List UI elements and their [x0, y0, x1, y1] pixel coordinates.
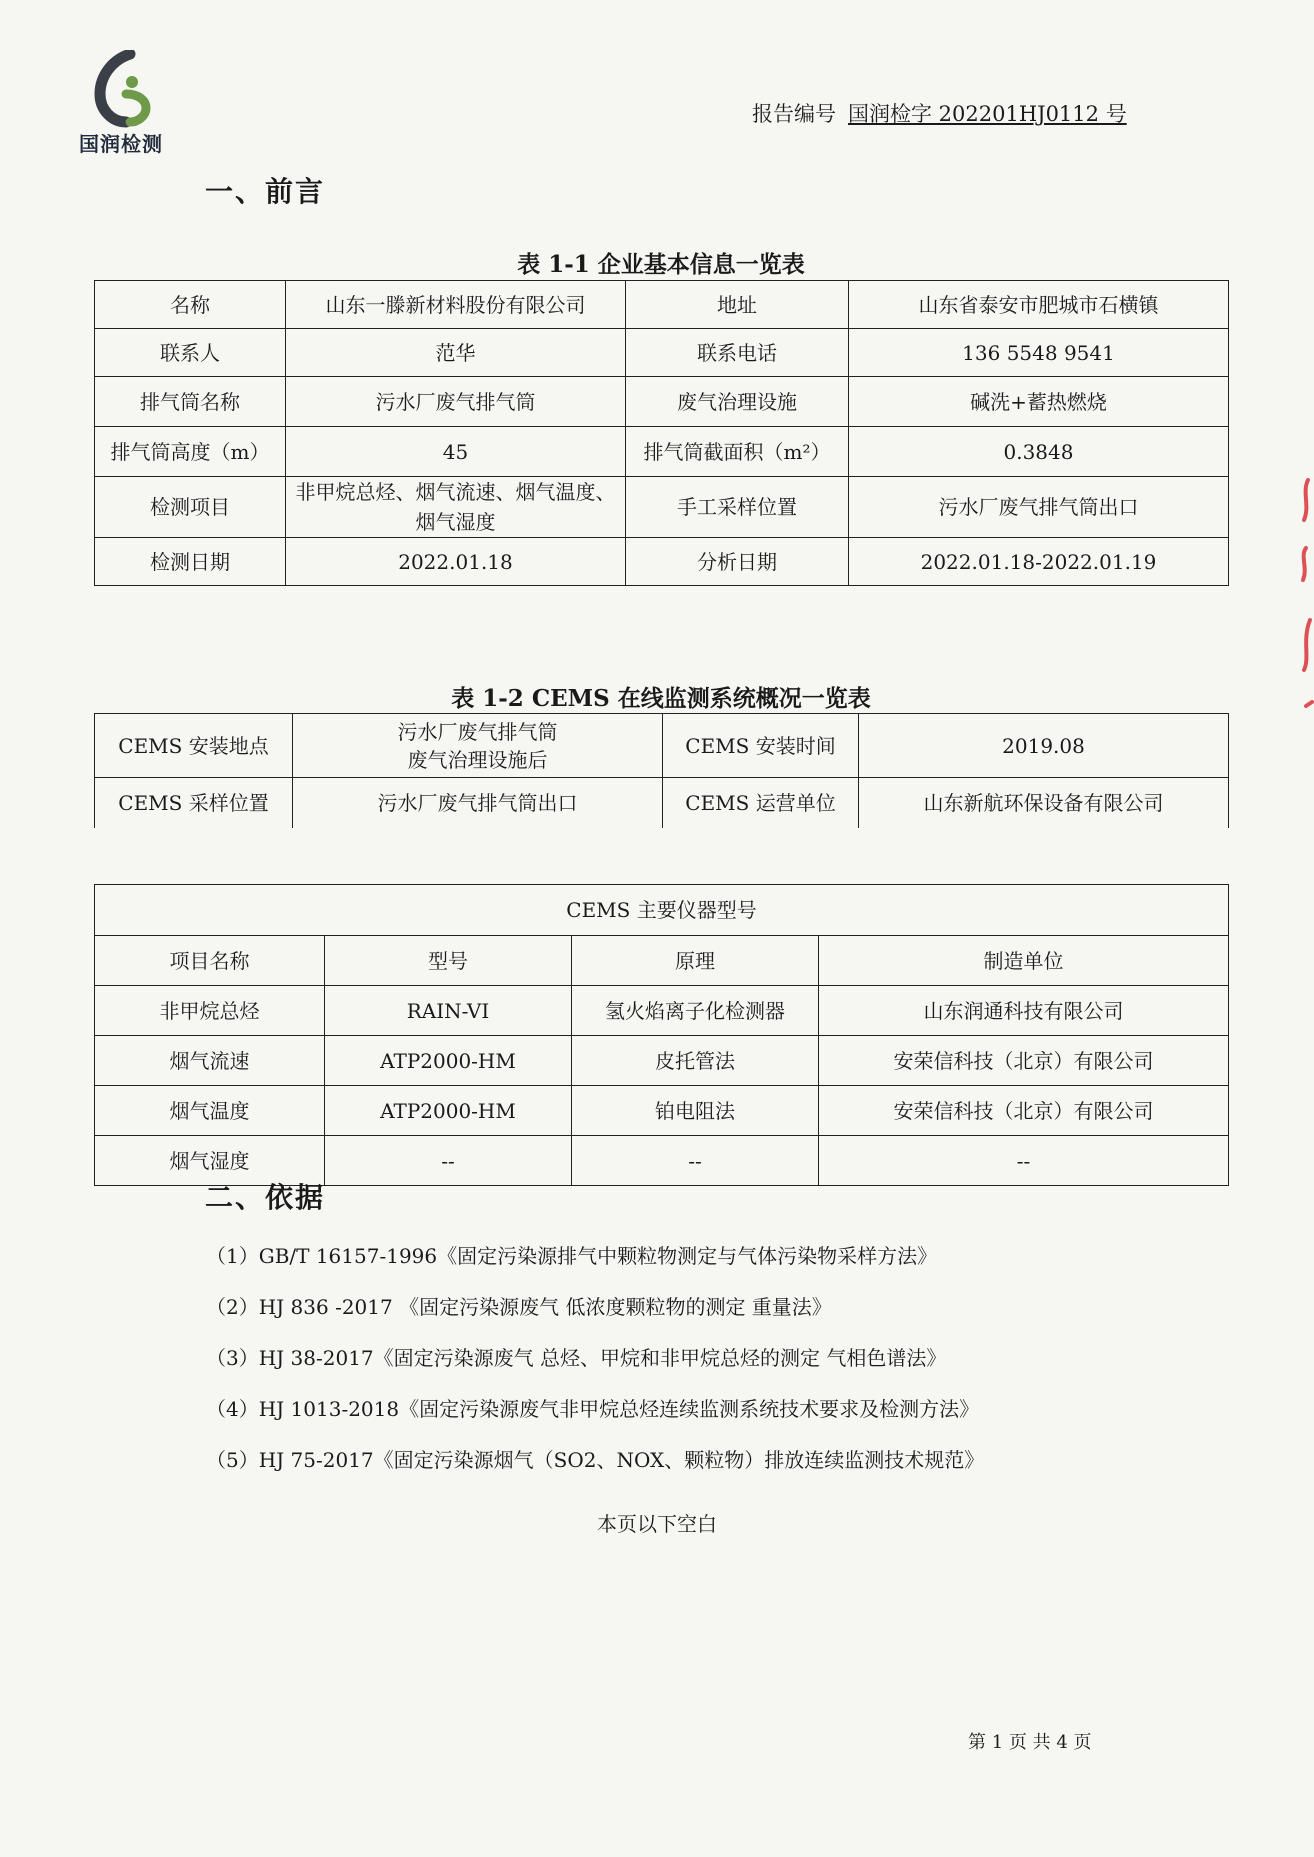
column-header: 项目名称	[95, 936, 325, 986]
reference-item: （2）HJ 836 -2017 《固定污染源废气 低浓度颗粒物的测定 重量法》	[206, 1295, 832, 1319]
instrument-value: ATP2000-HM	[325, 1036, 572, 1086]
enterprise-info-table	[94, 280, 1229, 586]
section-title-basis: 二、依据	[205, 1181, 326, 1214]
row-label: 排气筒截面积（m²）	[626, 427, 849, 477]
column-header: 原理	[572, 936, 819, 986]
row-label: CEMS 安装时间	[663, 714, 859, 778]
blank-note: 本页以下空白	[597, 1512, 717, 1536]
reference-item: （4）HJ 1013-2018《固定污染源废气非甲烷总烃连续监测系统技术要求及检测方法》	[206, 1397, 980, 1421]
table-header-row	[95, 936, 1229, 986]
instrument-value: --	[819, 1136, 1229, 1186]
row-value: 污水厂废气排气筒	[286, 377, 626, 427]
row-label: CEMS 安装地点	[95, 714, 293, 778]
page-number: 第 1 页 共 4 页	[968, 1732, 1092, 1753]
instrument-value: --	[325, 1136, 572, 1186]
report-number-value: 国润检字 202201HJ0112 号	[848, 102, 1127, 126]
table-row	[95, 986, 1229, 1036]
row-value: 碱洗+蓄热燃烧	[849, 377, 1229, 427]
row-label: 检测项目	[95, 477, 286, 538]
row-value: 2022.01.18	[286, 538, 626, 586]
logo-text: 国润检测	[79, 132, 163, 156]
table-row	[95, 778, 1229, 828]
instrument-name: 烟气流速	[95, 1036, 325, 1086]
instrument-value: 安荣信科技（北京）有限公司	[819, 1036, 1229, 1086]
report-number-label: 报告编号	[752, 102, 836, 126]
row-value: 山东省泰安市肥城市石横镇	[849, 281, 1229, 329]
instrument-value: 铂电阻法	[572, 1086, 819, 1136]
instrument-name: 烟气温度	[95, 1086, 325, 1136]
logo-mark-icon	[86, 50, 156, 128]
instrument-value: 安荣信科技（北京）有限公司	[819, 1086, 1229, 1136]
reference-item: （1）GB/T 16157-1996《固定污染源排气中颗粒物测定与气体污染物采样方法》	[206, 1244, 938, 1268]
row-label: CEMS 采样位置	[95, 778, 293, 828]
row-label: CEMS 运营单位	[663, 778, 859, 828]
cems-overview-table	[94, 713, 1229, 828]
table-row	[95, 714, 1229, 778]
row-label: 手工采样位置	[626, 477, 849, 538]
row-label: 排气筒名称	[95, 377, 286, 427]
table-row	[95, 1036, 1229, 1086]
reference-item: （3）HJ 38-2017《固定污染源废气 总烃、甲烷和非甲烷总烃的测定 气相色谱法》	[206, 1346, 947, 1370]
row-label: 排气筒高度（m）	[95, 427, 286, 477]
table2-caption: 表 1-2 CEMS 在线监测系统概况一览表	[451, 685, 871, 712]
table-row	[95, 281, 1229, 329]
instrument-value: RAIN-VI	[325, 986, 572, 1036]
report-number	[752, 98, 1127, 128]
table-row	[95, 477, 1229, 538]
instrument-value: --	[572, 1136, 819, 1186]
red-seal-edge-icon	[1294, 470, 1314, 730]
instrument-value: ATP2000-HM	[325, 1086, 572, 1136]
row-label: 名称	[95, 281, 286, 329]
row-value: 0.3848	[849, 427, 1229, 477]
row-value: 污水厂废气排气筒 废气治理设施后	[293, 714, 663, 778]
column-header: 型号	[325, 936, 572, 986]
cems-instrument-subheading: CEMS 主要仪器型号	[95, 885, 1229, 936]
row-value: 45	[286, 427, 626, 477]
row-value: 山东一滕新材料股份有限公司	[286, 281, 626, 329]
table-row	[95, 377, 1229, 427]
row-label: 分析日期	[626, 538, 849, 586]
row-value: 2022.01.18-2022.01.19	[849, 538, 1229, 586]
instrument-value: 皮托管法	[572, 1036, 819, 1086]
column-header: 制造单位	[819, 936, 1229, 986]
instrument-value: 山东润通科技有限公司	[819, 986, 1229, 1036]
cems-instrument-table	[94, 884, 1229, 1186]
row-value: 范华	[286, 329, 626, 377]
instrument-name: 烟气湿度	[95, 1136, 325, 1186]
row-label: 废气治理设施	[626, 377, 849, 427]
row-value: 污水厂废气排气筒出口	[849, 477, 1229, 538]
table-row	[95, 538, 1229, 586]
row-label: 检测日期	[95, 538, 286, 586]
table-row	[95, 329, 1229, 377]
row-value: 非甲烷总烃、烟气流速、烟气温度、烟气湿度	[286, 477, 626, 538]
row-label: 联系人	[95, 329, 286, 377]
row-label: 联系电话	[626, 329, 849, 377]
table-row	[95, 1086, 1229, 1136]
row-label: 地址	[626, 281, 849, 329]
reference-item: （5）HJ 75-2017《固定污染源烟气（SO2、NOX、颗粒物）排放连续监测技术规范》	[206, 1448, 985, 1472]
instrument-name: 非甲烷总烃	[95, 986, 325, 1036]
table-row	[95, 427, 1229, 477]
row-value: 2019.08	[859, 714, 1229, 778]
section-title-preface: 一、前言	[205, 175, 326, 208]
table1-caption: 表 1-1 企业基本信息一览表	[517, 251, 805, 278]
row-value: 山东新航环保设备有限公司	[859, 778, 1229, 828]
instrument-value: 氢火焰离子化检测器	[572, 986, 819, 1036]
company-logo	[66, 50, 176, 160]
row-value: 136 5548 9541	[849, 329, 1229, 377]
row-value: 污水厂废气排气筒出口	[293, 778, 663, 828]
